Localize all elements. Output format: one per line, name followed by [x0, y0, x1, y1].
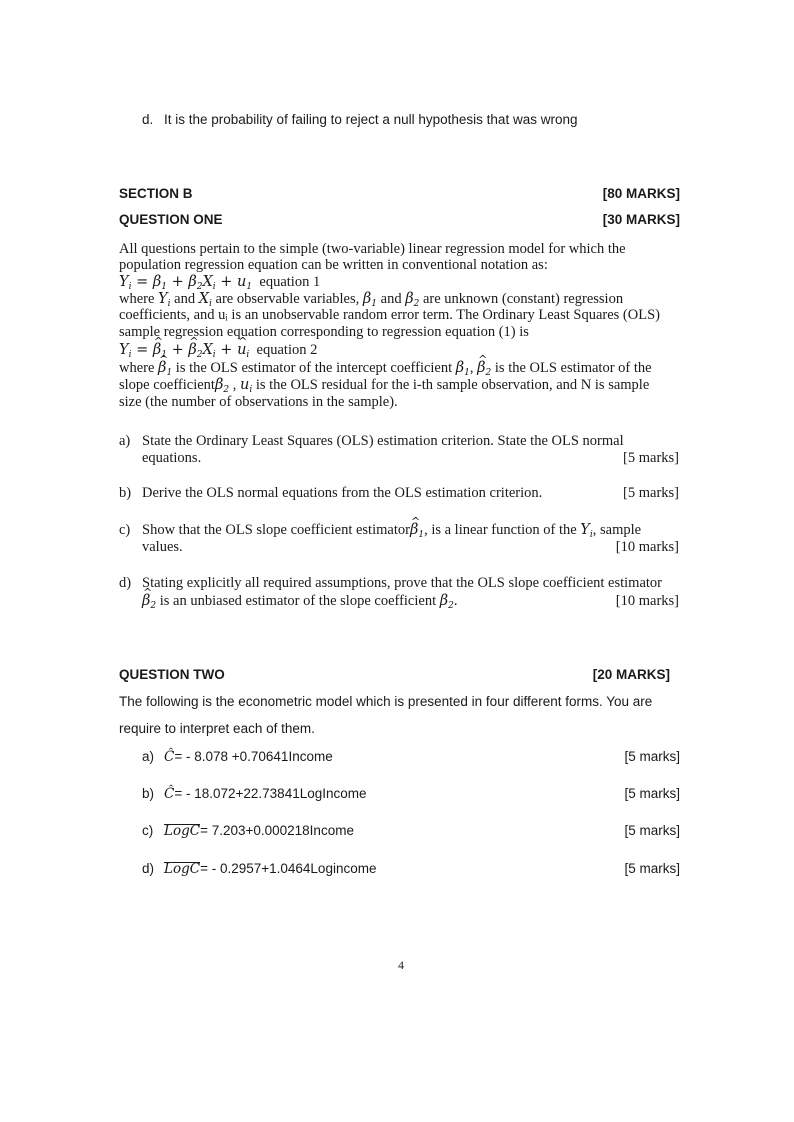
q1-where1-line2: coefficients, and uᵢ is an unobservable random error term. The Ordinary Least Squares (OLS) [119, 307, 660, 323]
q1-c-line2: values. [142, 539, 183, 555]
q1-where2-line3: size (the number of observations in the sample). [119, 394, 398, 410]
q2-b-label: b) [142, 786, 155, 801]
q2-a-label: a) [142, 749, 155, 764]
q1-intro-line1: All questions pertain to the simple (two-variable) linear regression model for which the [119, 241, 626, 257]
q2-a-marks: [5 marks] [624, 749, 680, 764]
q2-marks: [20 MARKS] [592, 667, 670, 682]
q1-marks: [30 MARKS] [602, 212, 680, 227]
q2-intro-line2: require to interpret each of them. [119, 721, 315, 736]
q2-d-label: d) [142, 861, 155, 876]
q1-c-line1: Show that the OLS slope coefficient estimator^ $\beta_1$, is a linear function of the $Y_i$, sample [142, 522, 641, 544]
q1-a-marks: [5 marks] [623, 450, 679, 466]
item-d-text: It is the probability of failing to reject a null hypothesis that was wrong [164, 112, 578, 127]
q1-equation-2: $Y_i$ = ^ $\beta_1$ + ^ $\beta_2X_i$ + ^ $u_i$ equation 2 [119, 342, 317, 364]
q1-d-line2: ^ $\beta_2$ is an unbiased estimator of the slope coefficient $\beta_2$. [142, 593, 457, 615]
q1-title: QUESTION ONE [119, 212, 223, 227]
q1-b-marks: [5 marks] [623, 485, 679, 501]
q1-where2-line2: slope coefficientβ$_2$ , $u_i$ is the OLS residual for the i-th sample observation, and N is sample [119, 377, 650, 395]
q2-d-marks: [5 marks] [624, 861, 680, 876]
q1-eq2-label: equation 2 [256, 342, 318, 358]
section-b-title: SECTION B [119, 186, 193, 201]
q2-intro-line1: The following is the econometric model which is presented in four different forms. You are [119, 694, 653, 709]
q1-where1-line1: where $Y_i$ and $X_i$ are observable variables, $\beta_1$ and $\beta_2$ are unknown (constant) regression [119, 291, 624, 309]
q2-c-equation: LogC= 7.203+0.000218Income [164, 823, 354, 839]
q2-d-equation: LogC= - 0.2957+1.0464Logincome [164, 861, 377, 877]
q2-c-marks: [5 marks] [624, 823, 680, 838]
q1-c-marks: [10 marks] [615, 539, 679, 555]
q1-equation-1: $Y_i = \beta_1 + \beta_2X_i + u_1$ equation 1 [119, 274, 321, 292]
q2-a-equation: Ĉ= - 8.078 +0.70641Income [164, 749, 333, 765]
q2-b-equation: Ĉ= - 18.072+22.73841LogIncome [164, 786, 367, 802]
q1-d-label: d) [119, 575, 132, 591]
q2-b-marks: [5 marks] [624, 786, 680, 801]
q1-d-marks: [10 marks] [615, 593, 679, 609]
q2-c-label: c) [142, 823, 154, 838]
q1-eq1-label: equation 1 [259, 274, 321, 290]
q1-b-text: Derive the OLS normal equations from the OLS estimation criterion. [142, 485, 543, 501]
page-number: 4 [398, 958, 404, 972]
section-b-marks: [80 MARKS] [602, 186, 680, 201]
item-d-label: d. [142, 112, 154, 127]
q1-a-line2: equations. [142, 450, 202, 466]
q1-where1-line3: sample regression equation corresponding to regression equation (1) is [119, 324, 529, 340]
q1-c-label: c) [119, 522, 131, 538]
q1-intro-line2: population regression equation can be written in conventional notation as: [119, 257, 548, 273]
q1-b-label: b) [119, 485, 132, 501]
q1-a-label: a) [119, 433, 131, 449]
q2-title: QUESTION TWO [119, 667, 225, 682]
q1-a-line1: State the Ordinary Least Squares (OLS) estimation criterion. State the OLS normal [142, 433, 624, 449]
q1-where2-line1: where ^ $\beta_1$ is the OLS estimator of the intercept coefficient $\beta_1$, ^ $\beta_2$ is the OLS estimator of the [119, 360, 652, 382]
q1-d-line1: Stating explicitly all required assumptions, prove that the OLS slope coefficient estimator [142, 575, 663, 591]
